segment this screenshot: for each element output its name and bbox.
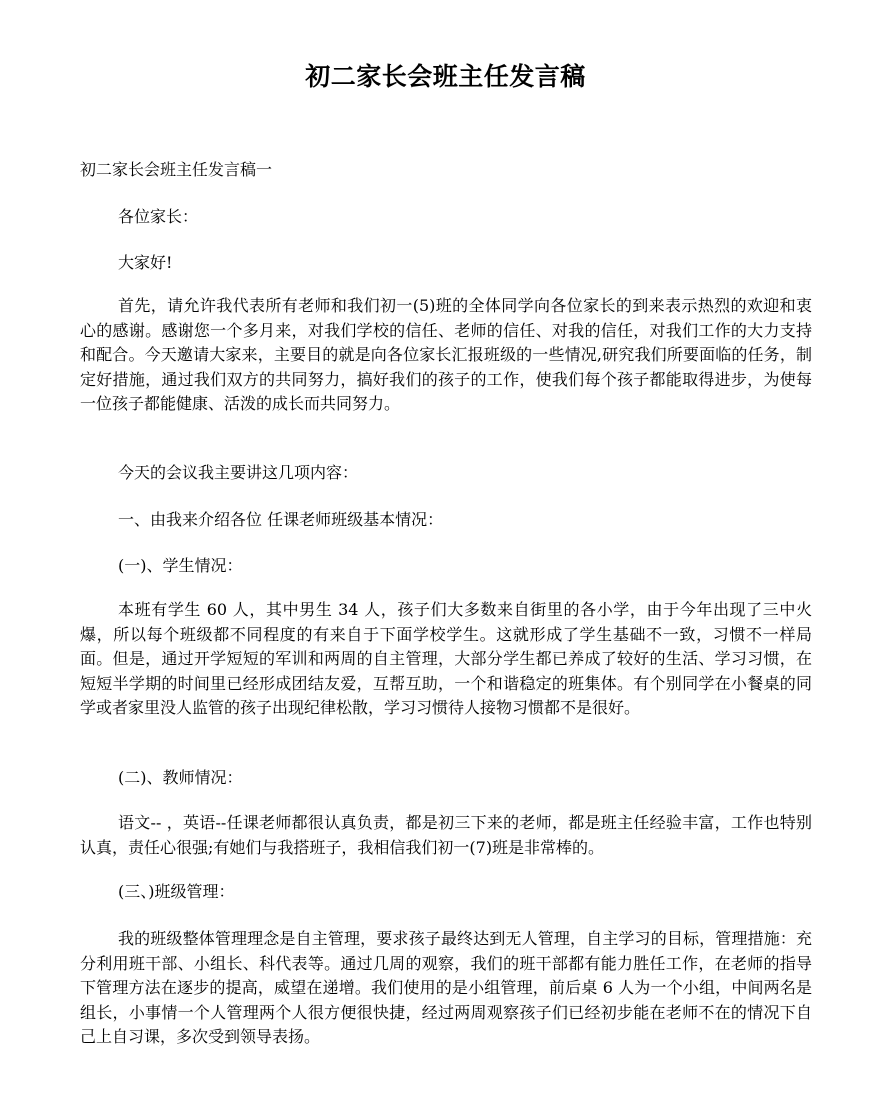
students-heading: (一)、学生情况：: [118, 556, 243, 575]
opening-paragraph: 首先，请允许我代表所有老师和我们初一(5)班的全体同学向各位家长的到来表示热烈的欢迎和衷心的感谢。感谢您一个多月来，对我们学校的信任、老师的信任、对我的信任，对我们工作的大力支持和配合。今天邀请大家来，主要目的就是向各位家长汇报班级的一些情况,研究我们所要面临的任务，制定好措施，通过我们双方的共同努力，搞好我们的孩子的工作，使我们每个孩子都能取得进步，为使每一位孩子都能健康、活泼的成长而共同努力。: [80, 296, 812, 414]
agenda-intro: 今天的会议我主要讲这几项内容：: [118, 463, 359, 482]
greeting: 大家好!: [118, 253, 173, 272]
teachers-paragraph: 语文-- ，英语--任课老师都很认真负责，都是初三下来的老师，都是班主任经验丰富，工作也特别认真，责任心很强;有她们与我搭班子，我相信我们初一(7)班是非常棒的。: [80, 813, 812, 857]
salutation: 各位家长：: [118, 207, 199, 226]
class-management-heading: (三、)班级管理：: [118, 882, 235, 901]
section-one-heading: 一、由我来介绍各位 任课老师班级基本情况：: [118, 510, 444, 529]
document-title: 初二家长会班主任发言稿: [305, 62, 586, 91]
section-heading: 初二家长会班主任发言稿一: [80, 160, 273, 179]
students-paragraph: 本班有学生 60 人，其中男生 34 人，孩子们大多数来自街里的各小学，由于今年出现了三中火爆，所以每个班级都不同程度的有来自于下面学校学生。这就形成了学生基础不一致，习惯不一样局面。但是，通过开学短短的军训和两周的自主管理，大部分学生都已养成了较好的生活、学习习惯，在短短半学期的时间里已经形成团结友爱，互帮互助，一个和谐稳定的班集体。有个别同学在小餐桌的同学或者家里没人监管的孩子出现纪律松散，学习习惯待人接物习惯都不是很好。: [80, 600, 812, 718]
teachers-heading: (二)、教师情况：: [118, 768, 243, 787]
class-management-paragraph: 我的班级整体管理理念是自主管理，要求孩子最终达到无人管理，自主学习的目标，管理措施：充分利用班干部、小组长、科代表等。通过几周的观察，我们的班干部都有能力胜任工作，在老师的指导下管理方法在逐步的提高，威望在递增。我们使用的是小组管理，前后桌 6 人为一个小组，中间两名是组长，小事情一个人管理两个人很方便很快捷，经过两周观察孩子们已经初步能在老师不在的情况下自己上自习课，多次受到领导表扬。: [80, 929, 812, 1047]
